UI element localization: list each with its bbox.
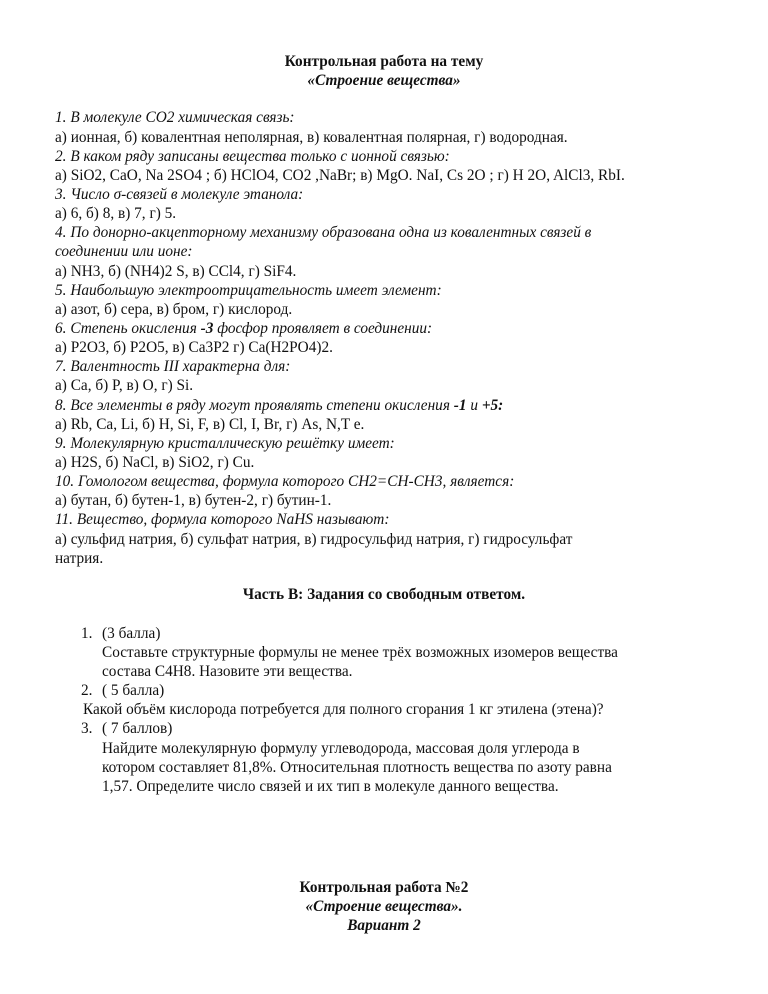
answers-3: а) 6, б) 8, в) 7, г) 5. xyxy=(55,205,177,222)
question-text-end: фосфор проявляет в соединении: xyxy=(213,320,433,337)
task-3-number: 3. xyxy=(81,720,93,737)
question-text: Степень окисления xyxy=(70,320,201,337)
question-6 xyxy=(55,319,432,338)
task-2-line-1: Какой объём кислорода потребуется для полного сгорания 1 кг этилена (этена)? xyxy=(83,701,604,718)
question-text-and: и xyxy=(466,397,482,414)
question-3 xyxy=(55,185,303,204)
answers-2: а) SiO2, CaO, Na 2SO4 ; б) HClO4, CO2 ,NaBr; в) MgO. NaI, Cs 2O ; г) H 2O, AlCl3, RbI. xyxy=(55,167,625,184)
question-number: 11. xyxy=(55,511,73,528)
variant-subtitle: «Строение вещества». xyxy=(305,898,463,915)
question-text: Молекулярную кристаллическую решётку имеет: xyxy=(70,435,395,452)
oxidation-state-1: -1 xyxy=(453,397,467,414)
question-number: 7. xyxy=(55,358,67,375)
variant-number: Вариант 2 xyxy=(347,917,421,934)
question-text: По донорно-акцепторному механизму образована одна из ковалентных связей в xyxy=(70,224,592,241)
task-3-line-1: Найдите молекулярную формулу углеводорода, массовая доля углерода в xyxy=(102,740,580,757)
question-text: Число σ-связей в молекуле этанола: xyxy=(70,186,304,203)
doc-subtitle: «Строение вещества» xyxy=(307,72,461,89)
question-text: Гомологом вещества, формула которого CH2=CH-CH3, является: xyxy=(77,473,515,490)
question-4-continued: соединении или ионе: xyxy=(55,243,193,260)
task-1-points: (3 балла) xyxy=(102,625,161,642)
answers-11: а) сульфид натрия, б) сульфат натрия, в) гидросульфид натрия, г) гидросульфат xyxy=(55,531,573,548)
question-text: В каком ряду записаны вещества только с ионной связью: xyxy=(70,148,450,165)
answers-10: а) бутан, б) бутен-1, в) бутен-2, г) бутин-1. xyxy=(55,492,332,509)
question-text: Валентность III характерна для: xyxy=(70,358,291,375)
task-1-line-2: состава C4H8. Назовите эти вещества. xyxy=(102,663,353,680)
answers-5: а) азот, б) сера, в) бром, г) кислород. xyxy=(55,301,293,318)
answers-4: а) NH3, б) (NH4)2 S, в) CCl4, г) SiF4. xyxy=(55,263,297,280)
question-number: 8. xyxy=(55,397,67,414)
task-1-line-1: Составьте структурные формулы не менее трёх возможных изомеров вещества xyxy=(102,644,618,661)
variant-title: Контрольная работа №2 xyxy=(299,879,469,896)
task-1-number: 1. xyxy=(81,625,93,642)
question-text: Наибольшую электроотрицательность имеет элемент: xyxy=(70,282,442,299)
task-3-line-3: 1,57. Определите число связей и их тип в молекуле данного вещества. xyxy=(102,778,559,795)
task-3-points: ( 7 баллов) xyxy=(102,720,173,737)
question-text: Все элементы в ряду могут проявлять степени окисления xyxy=(70,397,454,414)
question-9 xyxy=(55,434,395,453)
part-b-title: Часть В: Задания со свободным ответом. xyxy=(242,586,526,603)
question-4 xyxy=(55,223,591,242)
question-text: Вещество, формула которого NaHS называют: xyxy=(76,511,390,528)
question-number: 10. xyxy=(55,473,75,490)
question-number: 6. xyxy=(55,320,67,337)
answers-1: а) ионная, б) ковалентная неполярная, в) ковалентная полярная, г) водородная. xyxy=(55,129,568,146)
question-8 xyxy=(55,396,503,415)
oxidation-state: -3 xyxy=(200,320,214,337)
question-2 xyxy=(55,147,450,166)
question-10 xyxy=(55,472,514,491)
question-number: 3. xyxy=(55,186,67,203)
question-number: 4. xyxy=(55,224,67,241)
answers-6: а) P2O3, б) P2O5, в) Ca3P2 г) Ca(H2PO4)2. xyxy=(55,339,333,356)
doc-title: Контрольная работа на тему xyxy=(284,53,484,70)
answers-11-continued: натрия. xyxy=(55,550,104,567)
answers-7: а) Ca, б) P, в) O, г) Si. xyxy=(55,377,194,394)
question-number: 9. xyxy=(55,435,67,452)
question-1 xyxy=(55,108,295,127)
question-5 xyxy=(55,281,442,300)
task-2-number: 2. xyxy=(81,682,93,699)
question-11 xyxy=(55,510,389,529)
question-7 xyxy=(55,357,290,376)
answers-8: а) Rb, Ca, Li, б) H, Si, F, в) Cl, I, Br, г) As, N,T e. xyxy=(55,416,365,433)
oxidation-state-2: +5: xyxy=(481,397,504,414)
question-number: 5. xyxy=(55,282,67,299)
question-text: В молекуле CO2 химическая связь: xyxy=(70,109,295,126)
task-3-line-2: котором составляет 81,8%. Относительная плотность вещества по азоту равна xyxy=(102,759,612,776)
answers-9: а) H2S, б) NaCl, в) SiO2, г) Cu. xyxy=(55,454,255,471)
question-number: 2. xyxy=(55,148,67,165)
question-number: 1. xyxy=(55,109,67,126)
task-2-points: ( 5 балла) xyxy=(102,682,165,699)
